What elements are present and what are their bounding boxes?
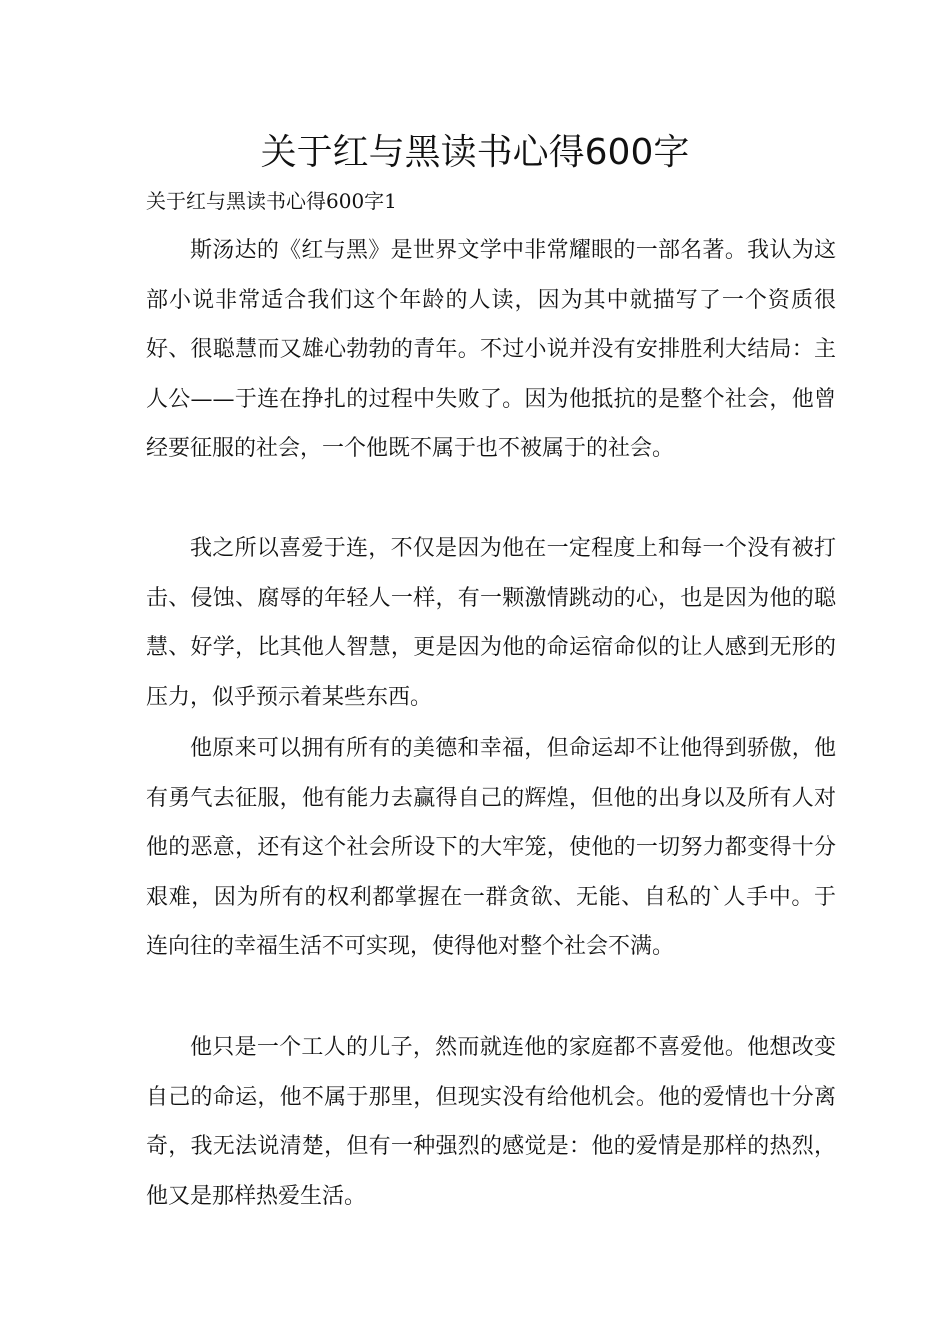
- paragraph-2: 我之所以喜爱于连，不仅是因为他在一定程度上和每一个没有被打击、侵蚀、腐辱的年轻人一样，有一颗激情跳动的心，也是因为他的聪慧、好学，比其他人智慧，更是因为他的命运宿命似的让人感到无形的压力，似乎预示着某些东西。: [146, 536, 836, 710]
- paragraph-1: 斯汤达的《红与黑》是世界文学中非常耀眼的一部名著。我认为这部小说非常适合我们这个年龄的人读，因为其中就描写了一个资质很好、很聪慧而又雄心勃勃的青年。不过小说并没有安排胜利大结局：主人公——于连在挣扎的过程中失败了。因为他抵抗的是整个社会，他曾经要征服的社会，一个他既不属于也不被属于的社会。: [146, 238, 836, 462]
- paragraph-3: 他原来可以拥有所有的美德和幸福，但命运却不让他得到骄傲，他有勇气去征服，他有能力去赢得自己的辉煌，但他的出身以及所有人对他的恶意，还有这个社会所设下的大牢笼，使他的一切努力都变得十分艰难，因为所有的权利都掌握在一群贪欲、无能、自私的`人手中。于连向往的幸福生活不可实现，使得他对整个社会不满。: [146, 736, 836, 960]
- document-title: 关于红与黑读书心得600字: [260, 132, 690, 173]
- paragraph-4: 他只是一个工人的儿子，然而就连他的家庭都不喜爱他。他想改变自己的命运，他不属于那里，但现实没有给他机会。他的爱情也十分离奇，我无法说清楚，但有一种强烈的感觉是：他的爱情是那样的热烈，他又是那样热爱生活。: [146, 1035, 836, 1209]
- document-subtitle: 关于红与黑读书心得600字1: [146, 189, 397, 213]
